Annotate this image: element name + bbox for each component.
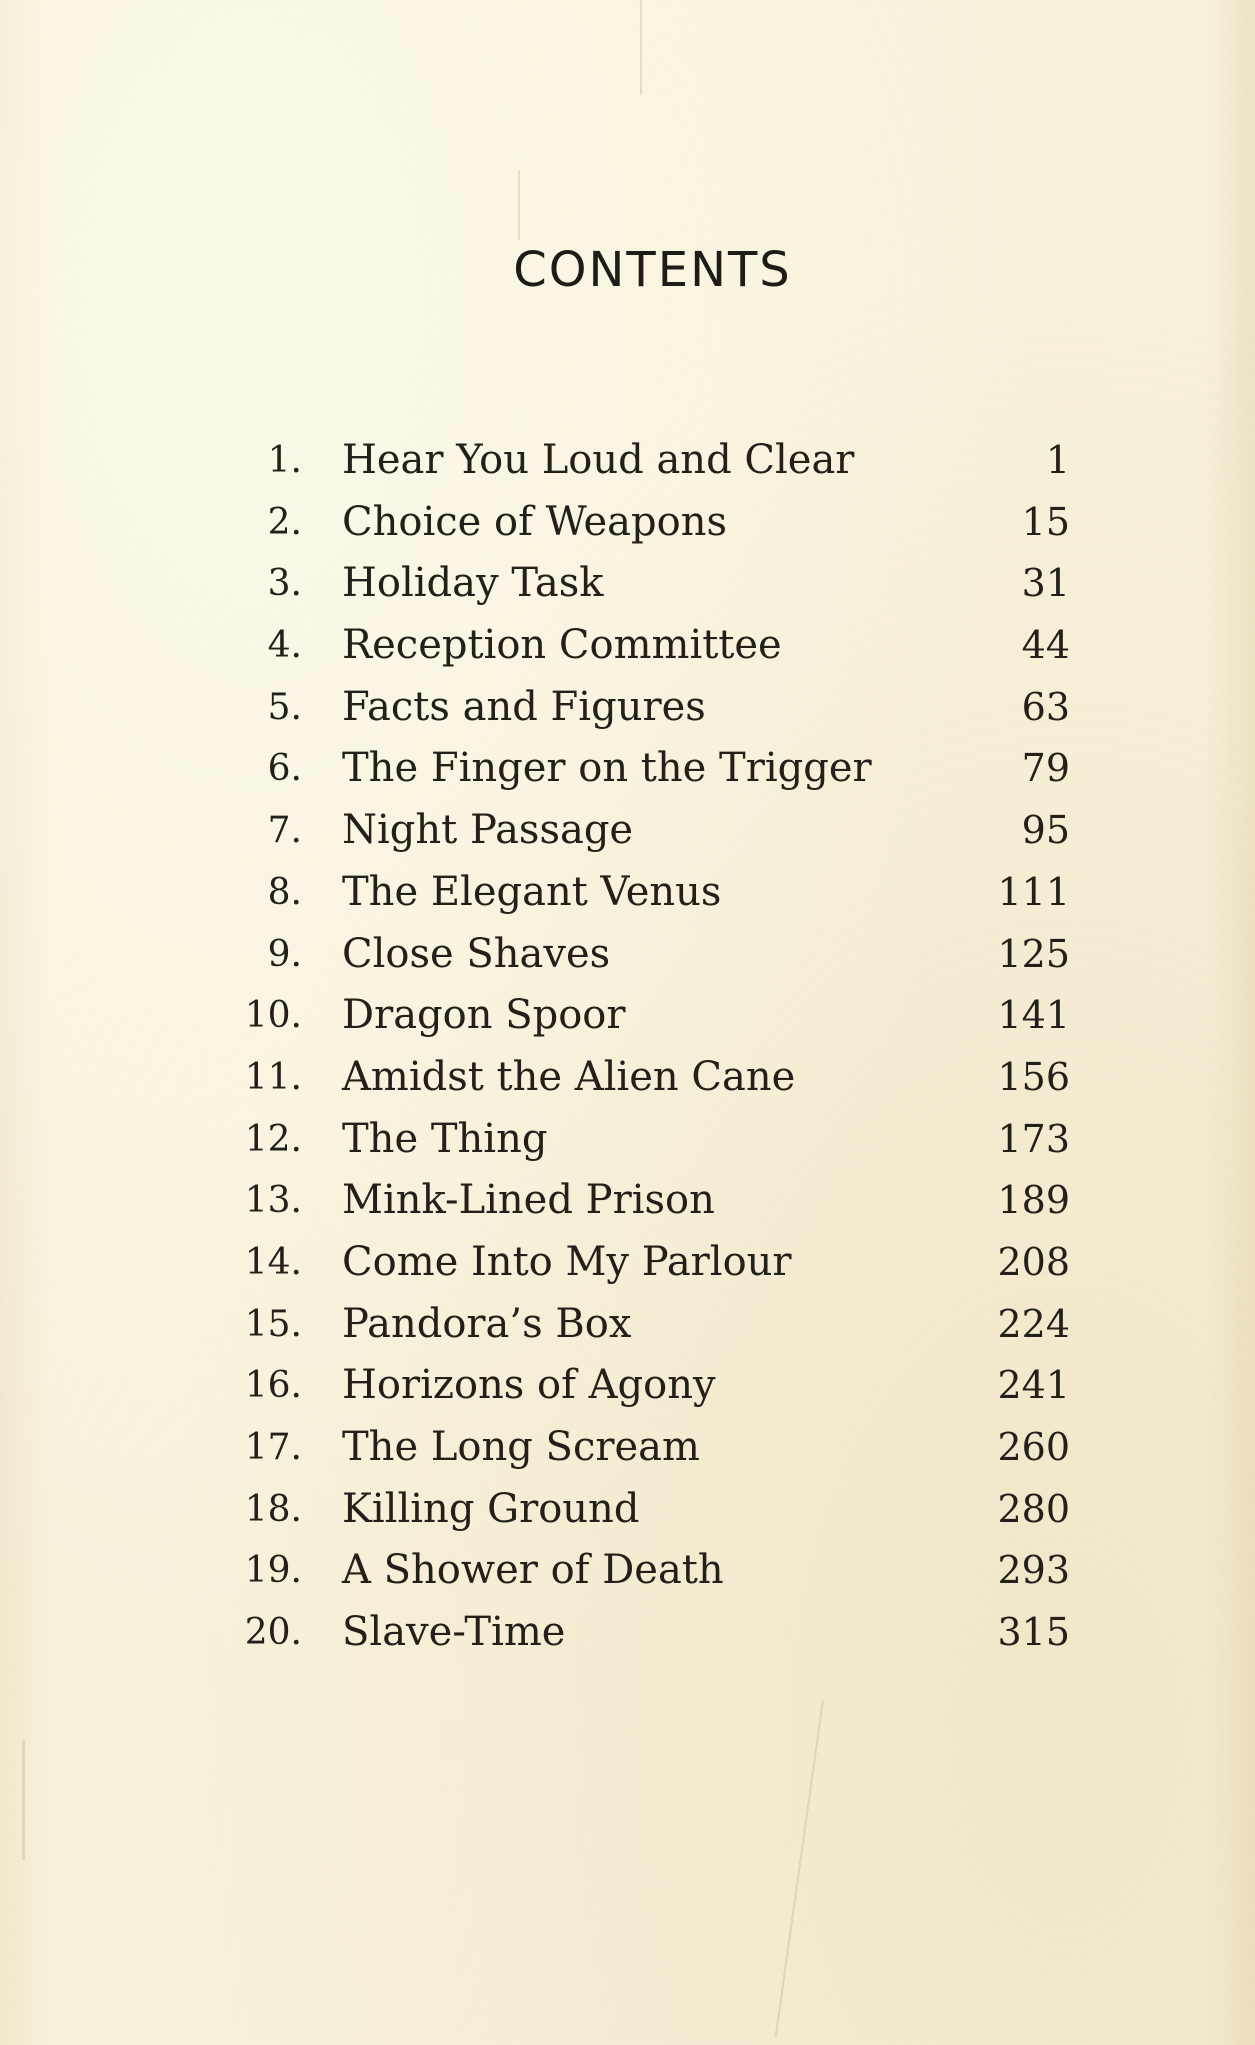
chapter-title: Close Shaves (342, 930, 611, 977)
chapter-page-number: 189 (997, 1178, 1070, 1223)
chapter-page-number: 79 (1021, 746, 1070, 791)
chapter-title: Slave-Time (342, 1609, 566, 1656)
toc-entry (230, 800, 1070, 862)
chapter-page-number: 241 (997, 1363, 1070, 1408)
toc-entry (230, 1294, 1070, 1356)
chapter-page-number: 156 (997, 1054, 1070, 1099)
toc-entry (230, 1355, 1070, 1417)
chapter-title: The Thing (342, 1115, 548, 1162)
contents-heading: CONTENTS (513, 242, 792, 298)
toc-entry (230, 1170, 1070, 1232)
chapter-number: 13. (244, 1180, 302, 1222)
chapter-number: 6. (267, 748, 302, 790)
chapter-title: A Shower of Death (342, 1547, 724, 1594)
paper-crease-mark (518, 170, 520, 240)
toc-entry (230, 738, 1070, 800)
chapter-number: 1. (267, 440, 302, 481)
chapter-number: 20. (244, 1612, 302, 1654)
toc-entry (230, 430, 1070, 492)
chapter-number: 14. (244, 1241, 302, 1283)
chapter-page-number: 111 (997, 869, 1070, 914)
chapter-title: Mink-Lined Prison (342, 1177, 715, 1224)
chapter-number: 9. (267, 933, 302, 975)
chapter-number: 8. (267, 871, 302, 913)
paper-crease-mark (640, 0, 642, 95)
toc-entry (230, 492, 1070, 554)
chapter-number: 18. (244, 1488, 302, 1530)
chapter-title: Reception Committee (342, 622, 782, 669)
chapter-number: 12. (244, 1118, 302, 1160)
chapter-title: Night Passage (342, 807, 634, 854)
chapter-page-number: 31 (1021, 561, 1070, 606)
chapter-page-number: 173 (997, 1116, 1070, 1161)
chapter-page-number: 1 (1045, 438, 1070, 482)
toc-entry (230, 1047, 1070, 1109)
chapter-title: Choice of Weapons (342, 498, 727, 545)
chapter-title: Horizons of Agony (342, 1362, 716, 1409)
chapter-title: The Finger on the Trigger (342, 745, 872, 792)
toc-entry (230, 862, 1070, 924)
toc-entry (230, 553, 1070, 615)
chapter-page-number: 141 (997, 993, 1070, 1038)
toc-entry (230, 1602, 1070, 1664)
chapter-page-number: 95 (1021, 808, 1070, 853)
chapter-number: 11. (244, 1056, 302, 1098)
chapter-page-number: 15 (1021, 499, 1070, 544)
chapter-number: 3. (267, 563, 302, 605)
chapter-title: The Elegant Venus (342, 868, 722, 915)
chapter-number: 4. (267, 625, 302, 667)
toc-entry (230, 1232, 1070, 1294)
toc-entry (230, 677, 1070, 739)
chapter-number: 5. (267, 686, 302, 728)
chapter-title: The Long Scream (342, 1424, 700, 1470)
paper-crease-mark (775, 1700, 824, 2037)
toc-entry (230, 1109, 1070, 1171)
chapter-page-number: 260 (997, 1425, 1070, 1469)
toc-entry (230, 985, 1070, 1047)
toc-entry (230, 1479, 1070, 1541)
chapter-number: 15. (244, 1303, 302, 1345)
toc-entry (230, 1540, 1070, 1602)
chapter-number: 7. (267, 810, 302, 852)
paper-crease-mark (22, 1740, 25, 1860)
chapter-page-number: 125 (997, 931, 1070, 976)
toc-entry (230, 924, 1070, 986)
chapter-title: Holiday Task (342, 560, 604, 607)
chapter-title: Killing Ground (342, 1485, 640, 1532)
chapter-number: 16. (244, 1365, 302, 1407)
chapter-title: Amidst the Alien Cane (342, 1053, 796, 1100)
chapter-page-number: 44 (1021, 623, 1070, 668)
toc-entry (230, 1417, 1070, 1479)
chapter-page-number: 315 (997, 1610, 1070, 1655)
chapter-title: Come Into My Parlour (342, 1238, 792, 1285)
chapter-title: Pandora’s Box (342, 1300, 632, 1347)
chapter-number: 17. (244, 1427, 302, 1468)
table-of-contents (230, 430, 1070, 1664)
chapter-number: 19. (244, 1550, 302, 1592)
chapter-title: Facts and Figures (342, 683, 706, 730)
chapter-page-number: 208 (997, 1239, 1070, 1284)
chapter-page-number: 63 (1021, 684, 1070, 729)
chapter-number: 2. (267, 501, 302, 543)
chapter-title: Dragon Spoor (342, 992, 626, 1039)
chapter-page-number: 293 (997, 1548, 1070, 1593)
toc-entry (230, 615, 1070, 677)
chapter-page-number: 280 (997, 1486, 1070, 1531)
chapter-page-number: 224 (997, 1301, 1070, 1346)
chapter-title: Hear You Loud and Clear (342, 437, 855, 483)
chapter-number: 10. (244, 995, 302, 1037)
